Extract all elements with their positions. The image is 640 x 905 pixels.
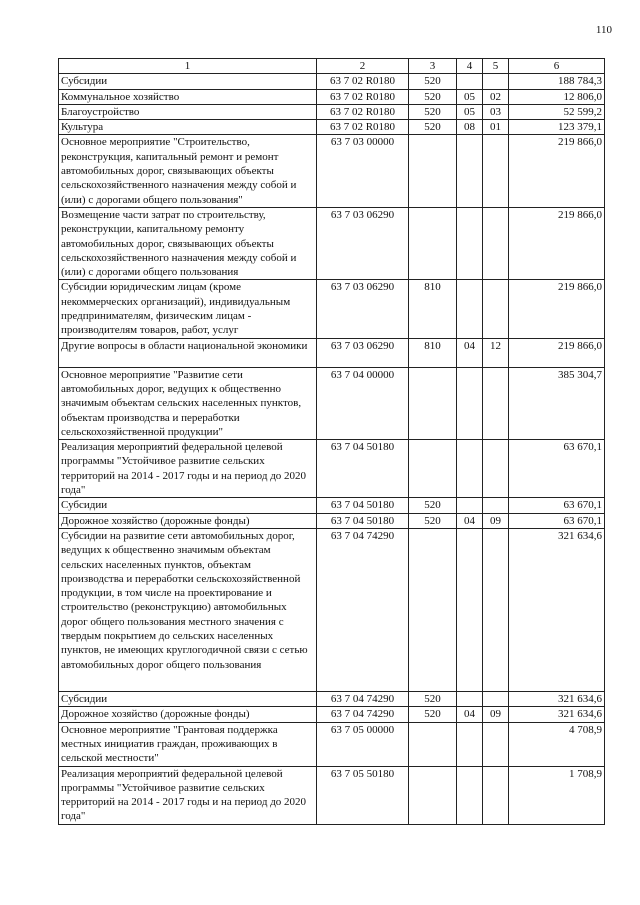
row-name-cell: Дорожное хозяйство (дорожные фонды) — [59, 513, 317, 528]
table-row — [59, 513, 605, 528]
row-expense-type-cell: 520 — [409, 498, 457, 513]
column-header-cell: 3 — [409, 59, 457, 74]
row-expense-type-cell: 520 — [409, 74, 457, 89]
row-code-cell: 63 7 04 74290 — [317, 528, 409, 691]
row-sum-cell: 123 379,1 — [509, 120, 605, 135]
row-subsection-cell — [483, 722, 509, 766]
budget-table — [58, 58, 605, 825]
row-expense-type-cell — [409, 440, 457, 498]
row-sum-cell: 219 866,0 — [509, 280, 605, 338]
row-name-cell: Основное мероприятие "Грантовая поддержка местных инициатив граждан, проживающих в сельской местности" — [59, 722, 317, 766]
column-header-cell: 5 — [483, 59, 509, 74]
row-sum-cell: 63 670,1 — [509, 513, 605, 528]
row-sum-cell: 63 670,1 — [509, 498, 605, 513]
row-sum-cell: 321 634,6 — [509, 707, 605, 722]
row-code-cell: 63 7 02 R0180 — [317, 120, 409, 135]
row-subsection-cell — [483, 74, 509, 89]
row-expense-type-cell: 520 — [409, 691, 457, 706]
row-expense-type-cell: 810 — [409, 280, 457, 338]
row-subsection-cell: 12 — [483, 338, 509, 367]
row-code-cell: 63 7 05 50180 — [317, 766, 409, 824]
row-code-cell: 63 7 04 50180 — [317, 440, 409, 498]
row-name-cell: Субсидии — [59, 74, 317, 89]
row-section-cell — [457, 367, 483, 439]
row-sum-cell: 1 708,9 — [509, 766, 605, 824]
page-number: 110 — [595, 24, 612, 36]
row-section-cell — [457, 135, 483, 207]
row-expense-type-cell: 810 — [409, 338, 457, 367]
row-section-cell — [457, 528, 483, 691]
row-subsection-cell — [483, 207, 509, 279]
row-sum-cell: 385 304,7 — [509, 367, 605, 439]
row-subsection-cell — [483, 498, 509, 513]
row-code-cell: 63 7 04 50180 — [317, 498, 409, 513]
column-header-cell: 1 — [59, 59, 317, 74]
row-subsection-cell — [483, 440, 509, 498]
row-subsection-cell: 02 — [483, 89, 509, 104]
table-row — [59, 528, 605, 691]
row-expense-type-cell: 520 — [409, 120, 457, 135]
row-subsection-cell: 09 — [483, 707, 509, 722]
row-section-cell — [457, 691, 483, 706]
row-section-cell: 08 — [457, 120, 483, 135]
table-row — [59, 89, 605, 104]
row-sum-cell: 219 866,0 — [509, 207, 605, 279]
row-name-cell: Дорожное хозяйство (дорожные фонды) — [59, 707, 317, 722]
row-sum-cell: 63 670,1 — [509, 440, 605, 498]
row-code-cell: 63 7 03 06290 — [317, 338, 409, 367]
row-code-cell: 63 7 04 74290 — [317, 691, 409, 706]
row-sum-cell: 321 634,6 — [509, 528, 605, 691]
row-section-cell — [457, 440, 483, 498]
table-row — [59, 207, 605, 279]
row-name-cell: Коммунальное хозяйство — [59, 89, 317, 104]
row-section-cell — [457, 766, 483, 824]
row-expense-type-cell — [409, 722, 457, 766]
table-row — [59, 498, 605, 513]
row-sum-cell: 321 634,6 — [509, 691, 605, 706]
row-section-cell: 05 — [457, 89, 483, 104]
row-section-cell — [457, 498, 483, 513]
column-header-cell: 4 — [457, 59, 483, 74]
row-expense-type-cell — [409, 528, 457, 691]
row-name-cell: Возмещение части затрат по строительству, реконструкции, капитальному ремонту автомобильных дорог, связывающих объекты сельскохозяйственного назначения между собой и (или) с дорогами общего пользования — [59, 207, 317, 279]
table-row — [59, 280, 605, 338]
row-section-cell — [457, 74, 483, 89]
row-code-cell: 63 7 02 R0180 — [317, 74, 409, 89]
row-code-cell: 63 7 04 00000 — [317, 367, 409, 439]
row-name-cell: Культура — [59, 120, 317, 135]
row-subsection-cell — [483, 766, 509, 824]
table-row — [59, 74, 605, 89]
row-expense-type-cell — [409, 207, 457, 279]
row-subsection-cell: 03 — [483, 104, 509, 119]
row-expense-type-cell — [409, 135, 457, 207]
row-code-cell: 63 7 04 50180 — [317, 513, 409, 528]
row-sum-cell: 4 708,9 — [509, 722, 605, 766]
row-subsection-cell — [483, 135, 509, 207]
row-name-cell: Другие вопросы в области национальной экономики — [59, 338, 317, 367]
column-header-cell: 2 — [317, 59, 409, 74]
row-section-cell — [457, 207, 483, 279]
row-section-cell: 04 — [457, 513, 483, 528]
row-sum-cell: 12 806,0 — [509, 89, 605, 104]
row-sum-cell: 219 866,0 — [509, 338, 605, 367]
table-row — [59, 722, 605, 766]
row-sum-cell: 188 784,3 — [509, 74, 605, 89]
row-section-cell: 05 — [457, 104, 483, 119]
row-subsection-cell: 09 — [483, 513, 509, 528]
row-expense-type-cell: 520 — [409, 707, 457, 722]
row-subsection-cell — [483, 528, 509, 691]
row-code-cell: 63 7 03 00000 — [317, 135, 409, 207]
row-name-cell: Основное мероприятие "Строительство, реконструкция, капитальный ремонт и ремонт автомобильных дорог, связывающих объекты сельскохозяйственного назначения между собой и (или) с дорогами общего пользования" — [59, 135, 317, 207]
row-expense-type-cell — [409, 367, 457, 439]
table-row — [59, 104, 605, 119]
row-code-cell: 63 7 03 06290 — [317, 280, 409, 338]
table-row — [59, 338, 605, 367]
row-name-cell: Благоустройство — [59, 104, 317, 119]
row-code-cell: 63 7 03 06290 — [317, 207, 409, 279]
column-header-cell: 6 — [509, 59, 605, 74]
row-expense-type-cell: 520 — [409, 104, 457, 119]
row-subsection-cell — [483, 691, 509, 706]
row-name-cell: Субсидии — [59, 691, 317, 706]
row-subsection-cell — [483, 367, 509, 439]
row-sum-cell: 219 866,0 — [509, 135, 605, 207]
row-section-cell: 04 — [457, 707, 483, 722]
row-code-cell: 63 7 04 74290 — [317, 707, 409, 722]
row-name-cell: Основное мероприятие "Развитие сети автомобильных дорог, ведущих к общественно значимым объектам сельских населенных пунктов, объектам производства и переработки сельскохозяйственной продукции" — [59, 367, 317, 439]
table-row — [59, 120, 605, 135]
row-section-cell — [457, 722, 483, 766]
row-section-cell: 04 — [457, 338, 483, 367]
row-expense-type-cell: 520 — [409, 89, 457, 104]
row-code-cell: 63 7 02 R0180 — [317, 104, 409, 119]
table-row — [59, 691, 605, 706]
row-expense-type-cell: 520 — [409, 513, 457, 528]
row-subsection-cell: 01 — [483, 120, 509, 135]
row-code-cell: 63 7 05 00000 — [317, 722, 409, 766]
table-row — [59, 707, 605, 722]
row-name-cell: Реализация мероприятий федеральной целевой программы "Устойчивое развитие сельских территорий на 2014 - 2017 годы и на период до 2020 года" — [59, 766, 317, 824]
row-name-cell: Субсидии на развитие сети автомобильных дорог, ведущих к общественно значимым объектам сельских населенных пунктов, объектам производства и переработки сельскохозяйственной продукции, в том числе на проектирование и строительство (реконструкцию) автомобильных дорог общего пользования местного значения с твердым покрытием до сельских населенных пунктов, не имеющих круглогодичной связи с сетью автомобильных дорог общего пользования — [59, 528, 317, 691]
row-sum-cell: 52 599,2 — [509, 104, 605, 119]
table-row — [59, 440, 605, 498]
row-name-cell: Реализация мероприятий федеральной целевой программы "Устойчивое развитие сельских территорий на 2014 - 2017 годы и на период до 2020 года" — [59, 440, 317, 498]
row-subsection-cell — [483, 280, 509, 338]
table-row — [59, 766, 605, 824]
row-section-cell — [457, 280, 483, 338]
row-expense-type-cell — [409, 766, 457, 824]
row-name-cell: Субсидии юридическим лицам (кроме некоммерческих организаций), индивидуальным предпринимателям, физическим лицам - производителям товаров, работ, услуг — [59, 280, 317, 338]
row-name-cell: Субсидии — [59, 498, 317, 513]
column-number-header — [59, 59, 605, 74]
table-row — [59, 367, 605, 439]
table-row — [59, 135, 605, 207]
row-code-cell: 63 7 02 R0180 — [317, 89, 409, 104]
